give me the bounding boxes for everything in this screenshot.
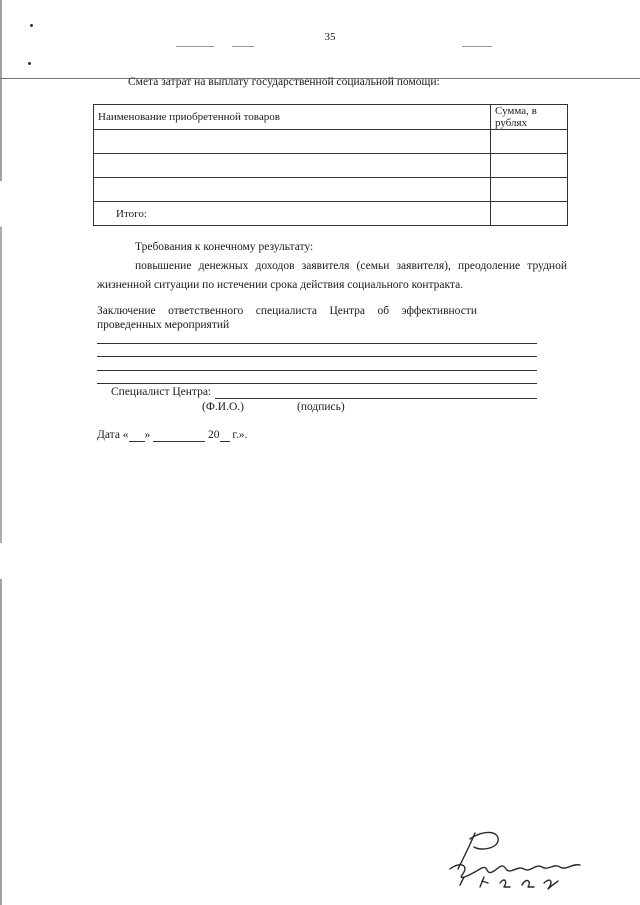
cost-estimate-table [93,104,568,226]
scan-artifact [232,46,254,47]
month-blank [153,429,205,442]
date-prefix: Дата « [97,429,129,441]
scan-left-edge [0,0,2,905]
column-header-name: Наименование приобретенной товаров [94,105,491,130]
year-prefix: 20 [208,429,220,441]
table-cell [491,130,568,154]
signature-label: (подпись) [297,401,345,413]
total-label: Итого: [94,202,491,226]
conclusion-blank-line [97,383,537,384]
date-line [97,429,247,442]
page-number: 35 [324,31,336,43]
table-row [94,154,568,178]
table-cell [491,154,568,178]
table-header-row [94,105,568,130]
table-cell [94,154,491,178]
table-cell [491,178,568,202]
scan-artifact [176,46,214,47]
specialist-label: Специалист Центра: [111,386,212,398]
conclusion-line-2: проведенных мероприятий [97,319,230,331]
scan-speck [30,24,33,27]
conclusion-blank-line [97,370,537,371]
conclusion-line-1: Заключение ответственного специалиста Центра об эффективности [97,305,477,317]
specialist-signature-line [215,398,537,399]
handwritten-signature [440,825,600,900]
requirements-text: повышение денежных доходов заявителя (семьи заявителя), преодоление трудной жизненной ситуации по истечении срока действия социального контракта. [97,260,567,291]
table-cell [94,178,491,202]
conclusion-blank-line [97,356,537,357]
table-row [94,178,568,202]
scan-artifact [462,46,492,47]
date-mid: » [144,429,151,441]
total-value-cell [491,202,568,226]
conclusion-blank-line [97,343,537,344]
day-blank [129,429,145,442]
table-row [94,130,568,154]
fio-label: (Ф.И.О.) [202,401,244,413]
scan-speck [28,62,31,65]
date-suffix: г.». [232,429,248,441]
table-total-row [94,202,568,226]
column-header-sum: Сумма, в рублях [491,105,568,130]
requirements-title: Требования к конечному результату: [135,241,314,253]
year-blank [220,429,230,442]
table-cell [94,130,491,154]
table-caption: Смета затрат на выплату государственной социальной помощи: [128,76,440,88]
